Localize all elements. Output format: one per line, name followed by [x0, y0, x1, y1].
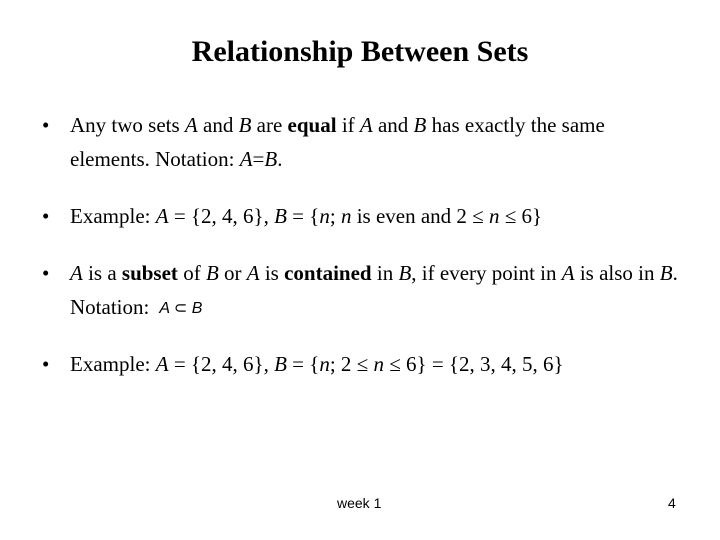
bullet-subset: [42, 256, 682, 326]
math-var: n: [319, 352, 330, 376]
math-var: B: [659, 261, 673, 285]
bullet-dot: •: [42, 204, 50, 228]
math-var: B: [413, 113, 427, 137]
text-run: is a: [82, 261, 122, 285]
text-run: and: [372, 113, 414, 137]
bullet-dot: •: [42, 261, 50, 285]
text-run: Example:: [70, 352, 156, 376]
bullet-text: [70, 199, 682, 233]
math-var: A: [70, 261, 83, 285]
text-run: = {: [286, 204, 320, 228]
math-var: n: [488, 204, 500, 228]
keyword-equal: equal: [287, 113, 337, 137]
text-run: and: [197, 113, 239, 137]
bullet-example-subset: [42, 347, 682, 381]
bullet-equal-sets: [42, 108, 682, 176]
subset-notation: A ⊂ B: [159, 300, 203, 318]
math-var: B: [205, 261, 219, 285]
text-run: ≤ 6} = {2, 3, 4, 5, 6}: [383, 352, 564, 376]
bullet-text: [70, 108, 682, 176]
math-var: B: [274, 352, 287, 376]
text-run: .: [277, 147, 283, 171]
bullet-dot: •: [42, 113, 50, 137]
math-var: n: [319, 204, 330, 228]
text-run: or: [218, 261, 247, 285]
math-var: A: [184, 113, 198, 137]
page-number: 4: [668, 495, 676, 511]
text-run: if: [336, 113, 360, 137]
text-run: . Notation:: [70, 261, 678, 319]
text-run: = {2, 4, 6},: [168, 204, 275, 228]
keyword-contained: contained: [284, 261, 372, 285]
text-run: Example:: [70, 204, 156, 228]
text-run: ;: [329, 204, 341, 228]
math-var: B: [238, 113, 252, 137]
bullet-text: [70, 256, 682, 326]
text-run: = {2, 4, 6},: [168, 352, 275, 376]
text-run: is even and 2 ≤: [351, 204, 489, 228]
text-run: is also in: [574, 261, 660, 285]
math-var: A: [246, 261, 260, 285]
text-run: is: [259, 261, 285, 285]
math-var: A: [155, 204, 169, 228]
bullet-example-equal: [42, 199, 682, 233]
math-var: A: [155, 352, 169, 376]
slide-title: Relationship Between Sets: [191, 35, 529, 68]
text-run: =: [252, 147, 265, 171]
text-run: are: [251, 113, 288, 137]
math-var: A: [359, 113, 373, 137]
text-run: Any two sets: [70, 113, 185, 137]
text-run: , if every point in: [411, 261, 562, 285]
text-run: has exactly the same elements. Notation:: [70, 113, 605, 171]
text-run: ≤ 6}: [499, 204, 543, 228]
math-var: n: [340, 204, 352, 228]
footer-week-label: week 1: [337, 495, 382, 511]
math-var: B: [398, 261, 412, 285]
text-run: of: [177, 261, 206, 285]
math-var: n: [373, 352, 384, 376]
text-run: = {: [286, 352, 320, 376]
math-var: B: [264, 147, 278, 171]
keyword-subset: subset: [121, 261, 178, 285]
text-run: in: [371, 261, 399, 285]
math-var: B: [274, 204, 287, 228]
bullet-dot: •: [42, 352, 50, 376]
math-var: A: [561, 261, 575, 285]
text-run: ; 2 ≤: [329, 352, 374, 376]
bullet-text: [70, 347, 682, 381]
math-var: A: [239, 147, 253, 171]
